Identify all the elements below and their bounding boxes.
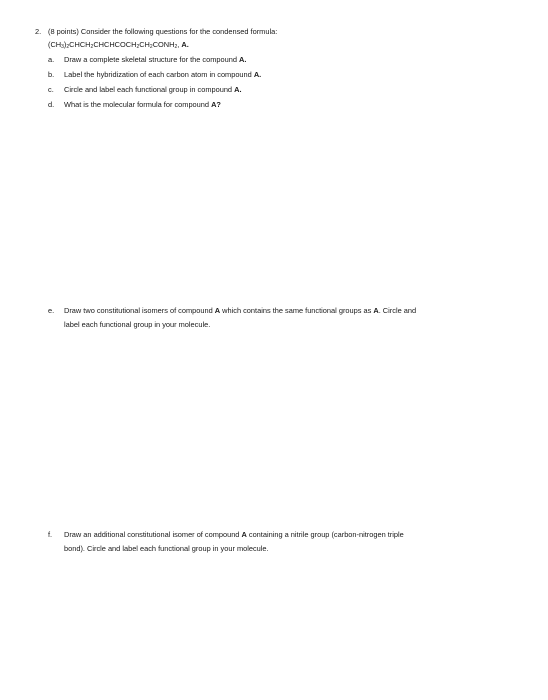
part-f-line-2: bond). Circle and label each functional group in your molecule.	[64, 544, 269, 553]
part-tail: ?	[216, 100, 221, 109]
part-b-text	[64, 70, 261, 79]
formula-subscript: 2	[174, 44, 178, 50]
question-intro: Consider the following questions for the condensed formula:	[80, 27, 278, 36]
formula-segment: .	[186, 40, 189, 49]
part-text: Draw a complete skeletal structure for the compound	[64, 55, 239, 64]
part-a-letter: a.	[48, 55, 55, 64]
compound-label: A	[239, 55, 245, 64]
part-tail: .	[244, 55, 247, 64]
part-e-letter: e.	[48, 306, 55, 315]
part-text: . Circle and	[378, 306, 417, 315]
question-points: (8 points)	[48, 27, 79, 36]
question-header	[48, 27, 277, 36]
part-tail: .	[259, 70, 262, 79]
compound-label: A	[373, 306, 379, 315]
formula-subscript: 2	[136, 44, 140, 50]
part-f-letter: f.	[48, 530, 53, 539]
formula-segment: CONH	[152, 40, 175, 49]
part-tail: .	[239, 85, 242, 94]
part-a-text	[64, 55, 246, 64]
formula-segment: (CH	[48, 40, 62, 49]
part-text: containing a nitrile group (carbon-nitrogen triple	[246, 530, 404, 539]
part-c-letter: c.	[48, 85, 54, 94]
compound-label: A	[211, 100, 217, 109]
formula-segment: CHCHCOCH	[93, 40, 137, 49]
part-text: which contains the same functional groups as	[220, 306, 374, 315]
formula-subscript: 2	[66, 44, 70, 50]
part-d-text	[64, 100, 221, 109]
condensed-formula	[48, 40, 189, 49]
part-text: Draw two constitutional isomers of compound	[64, 306, 215, 315]
part-b-letter: b.	[48, 70, 55, 79]
formula-subscript: 2	[149, 44, 153, 50]
part-text: Draw an additional constitutional isomer of compound	[64, 530, 242, 539]
formula-segment: CHCH	[69, 40, 91, 49]
part-e-line-1	[64, 306, 416, 315]
part-text: Circle and label each functional group in compound	[64, 85, 235, 94]
compound-label: A	[253, 70, 260, 79]
part-text: What is the molecular formula for compound	[64, 100, 212, 109]
compound-label: A	[181, 40, 187, 49]
formula-segment: )	[63, 40, 67, 49]
part-d-letter: d.	[48, 100, 55, 109]
part-c-text	[64, 85, 242, 94]
part-f-line-1	[64, 530, 404, 539]
formula-segment: CH	[139, 40, 150, 49]
compound-label: A	[214, 306, 221, 315]
formula-subscript: 3	[61, 44, 64, 50]
formula-segment: ,	[177, 40, 182, 49]
compound-label: A	[241, 530, 247, 539]
question-number: 2.	[35, 27, 42, 36]
formula-subscript: 2	[90, 44, 94, 50]
part-e-line-2: label each functional group in your molecule.	[64, 320, 211, 329]
compound-label: A	[234, 85, 240, 94]
part-text: Label the hybridization of each carbon atom in compound	[64, 70, 254, 79]
